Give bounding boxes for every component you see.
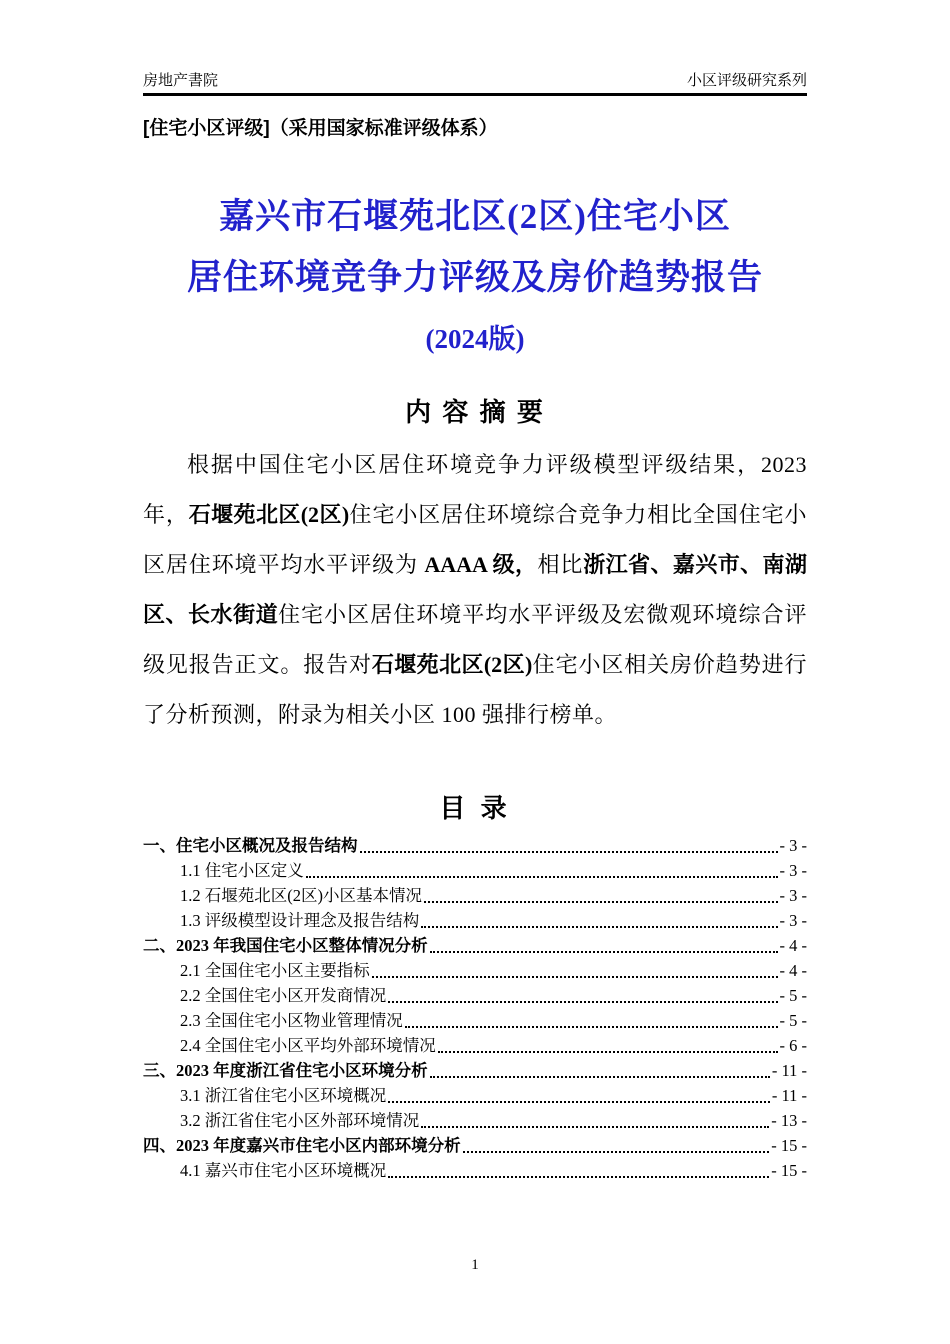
toc-entry-label: 四、2023 年度嘉兴市住宅小区内部环境分析 [143,1136,461,1155]
report-title-line1: 嘉兴市石堰苑北区(2区)住宅小区 [219,197,731,236]
toc-entry [143,958,807,983]
toc-entry-label: 1.1 住宅小区定义 [180,861,304,880]
toc-entry [143,1033,807,1058]
abstract-bold-segment: 石堰苑北区(2区) [188,502,350,527]
abstract-bold-segment: 浙江省、嘉兴市、南湖区、长水街道 [143,552,807,627]
header-left-text: 房地产書院 [143,72,219,89]
abstract-heading: 内 容 摘 要 [405,397,545,427]
toc-entry-page: - 15 - [771,1161,807,1180]
toc-dot-leader [360,851,778,853]
toc-entry-page: - 4 - [779,936,807,955]
toc-dot-leader [438,1051,778,1053]
toc-entry-page: - 5 - [779,986,807,1005]
toc-dot-leader [388,1001,777,1003]
toc-entry-page: - 3 - [779,911,807,930]
toc-dot-leader [463,1151,770,1153]
abstract-text-segment: 相比 [537,552,584,577]
toc-entry-label: 2.2 全国住宅小区开发商情况 [180,986,387,1005]
toc-dot-leader [421,1126,769,1128]
toc-entry-page: - 6 - [779,1036,807,1055]
toc-entry-label: 一、住宅小区概况及报告结构 [143,836,358,855]
abstract-text-segment: 住宅小区居住环境平均水平评级及宏微观环境综合评级见报告正文。报告对 [143,602,807,677]
toc-entry-label: 3.1 浙江省住宅小区环境概况 [180,1086,387,1105]
toc-dot-leader [430,1076,770,1078]
toc-entry-page: - 4 - [779,961,807,980]
toc-entry [143,933,807,958]
toc-entry-label: 1.2 石堰苑北区(2区)小区基本情况 [180,886,422,905]
toc-entry-page: - 3 - [779,861,807,880]
toc-entry-label: 4.1 嘉兴市住宅小区环境概况 [180,1161,387,1180]
page-header [143,72,807,96]
toc-entry [143,1058,807,1083]
abstract-text-segment: 住宅小区相关房价趋势进行了分析预测，附录为相关小区 100 强排行榜单。 [143,652,807,727]
toc-entry [143,983,807,1008]
toc-dot-leader [421,926,777,928]
toc-entry [143,1108,807,1133]
toc-entry-page: - 11 - [771,1061,807,1080]
toc-entry-label: 2.4 全国住宅小区平均外部环境情况 [180,1036,436,1055]
report-title-line2: 居住环境竞争力评级及房价趋势报告 [186,258,763,297]
toc-entry-label: 三、2023 年度浙江省住宅小区环境分析 [143,1061,428,1080]
toc-entry-page: - 15 - [771,1136,807,1155]
toc-entry [143,858,807,883]
toc-entry-page: - 3 - [779,836,807,855]
header-right-text: 小区评级研究系列 [686,72,807,89]
toc-entry [143,883,807,908]
abstract-text-segment: 住宅小区居住环境综合竞争力相比全国住宅小区居住环境平均水平评级为 [143,502,807,577]
toc-dot-leader [405,1026,778,1028]
report-type-label: [住宅小区评级]（采用国家标准评级体系） [143,118,498,139]
abstract-bold-segment: AAAA 级， [424,552,538,577]
toc-entry [143,1158,807,1183]
toc-entry-page: - 13 - [771,1111,807,1130]
toc-entry [143,908,807,933]
abstract-text-segment: 根据中国住宅小区居住环境竞争力评级模型评级结果，2023 年， [143,452,807,527]
abstract-bold-segment: 石堰苑北区(2区) [371,652,533,677]
toc-dot-leader [424,901,778,903]
toc-entry-label: 二、2023 年我国住宅小区整体情况分析 [143,936,428,955]
toc-heading: 目 录 [439,793,511,823]
page-number: 1 [471,1257,479,1273]
toc-list [143,833,807,1183]
toc-entry-page: - 5 - [779,1011,807,1030]
toc-dot-leader [430,951,778,953]
toc-entry-page: - 11 - [771,1086,807,1105]
toc-entry [143,1083,807,1108]
toc-entry [143,1133,807,1158]
toc-entry-label: 2.3 全国住宅小区物业管理情况 [180,1011,403,1030]
toc-entry-label: 1.3 评级模型设计理念及报告结构 [180,911,420,930]
toc-entry [143,833,807,858]
toc-entry-label: 2.1 全国住宅小区主要指标 [180,961,370,980]
report-edition: (2024版) [425,324,525,354]
toc-dot-leader [306,876,778,878]
toc-dot-leader [388,1176,769,1178]
toc-dot-leader [388,1101,770,1103]
toc-dot-leader [372,976,778,978]
toc-entry [143,1008,807,1033]
toc-entry-page: - 3 - [779,886,807,905]
abstract-paragraph [143,440,807,740]
toc-entry-label: 3.2 浙江省住宅小区外部环境情况 [180,1111,420,1130]
